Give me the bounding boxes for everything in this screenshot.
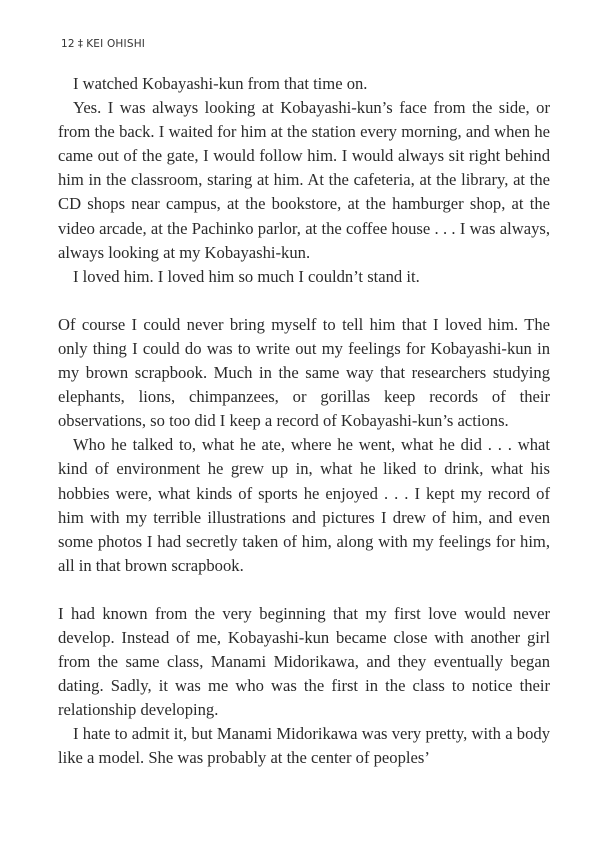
running-head (61, 38, 145, 50)
paragraph: Who he talked to, what he ate, where he went, what he did . . . what kind of environment he grew up in, what he liked to drink, what his hobbies were, what kinds of sports he enjoyed . . . I kept my record of him with my terrible illustrations and pictures I drew of him, and even some photos I had secretly taken of him, along with my feelings for him, all in that brown scrapbook. (58, 435, 550, 575)
paragraph: Of course I could never bring myself to tell him that I loved him. The only thing I could do was to write out my feelings for Kobayashi-kun in my brown scrapbook. Much in the same way that researchers studying elephants, lions, chimpanzees, or gorillas keep records of their observations, so too did I keep a record of Kobayashi-kun’s actions. (58, 314, 550, 431)
page-number: 12 (61, 38, 75, 50)
paragraph: Yes. I was always looking at Kobayashi-kun’s face from the side, or from the back. I waited for him at the station every morning, and when he came out of the gate, I would follow him. I would always sit right behind him in the classroom, staring at him. At the cafeteria, at the library, at the CD shops near campus, at the bookstore, at the hamburger shop, at the video arcade, at the Pachinko parlor, at the coffee house . . . I was always, always looking at my Kobayashi-kun. (58, 98, 550, 262)
paragraph: I loved him. I loved him so much I couldn’t stand it. (73, 266, 420, 286)
paragraph: I watched Kobayashi-kun from that time on. (73, 74, 368, 93)
paragraph: I had known from the very beginning that my first love would never develop. Instead of me, Kobayashi-kun became close with another girl from the same class, Manami Midorikawa, and they eventually began dating. Sadly, it was me who was the first in the class to notice their relationship developing. (58, 603, 550, 720)
body-text (58, 72, 550, 771)
double-dagger-separator-icon: ‡ (77, 38, 84, 50)
author-name: KEI OHISHI (86, 38, 146, 50)
paragraph: I hate to admit it, but Manami Midorikawa was very pretty, with a body like a model. She was probably at the center of peoples’ (58, 724, 550, 768)
